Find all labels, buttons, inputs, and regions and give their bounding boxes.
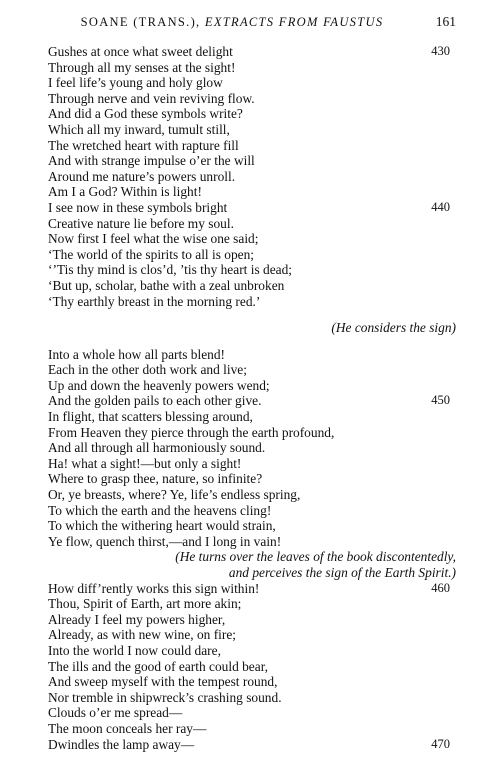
verse-line — [48, 200, 456, 216]
verse-line — [48, 518, 456, 534]
page-header — [48, 12, 456, 32]
verse-line — [48, 393, 456, 409]
verse-line — [48, 184, 456, 200]
verse-line — [48, 705, 456, 721]
verse-line — [48, 487, 456, 503]
verse-line-text: Ye flow, quench thirst,—and I long in vain! — [48, 533, 282, 549]
verse-line-text: In flight, that scatters blessing around, — [48, 409, 253, 425]
verse-line-text: Which all my inward, tumult still, — [48, 121, 230, 137]
verse-line — [48, 409, 456, 425]
verse-line — [48, 347, 456, 363]
verse-line — [48, 659, 456, 675]
stanza-2 — [48, 347, 456, 550]
verse-line — [48, 690, 456, 706]
verse-line — [48, 721, 456, 737]
running-head-author: SOANE (TRANS.), — [80, 15, 205, 29]
verse-line-text: How diff’rently works this sign within! — [48, 580, 260, 596]
verse-line-text: ‘But up, scholar, bathe with a zeal unbroken — [48, 277, 285, 293]
line-number: 450 — [431, 393, 450, 408]
verse-line-text: And all through all harmoniously sound. — [48, 440, 266, 456]
verse-line — [48, 169, 456, 185]
verse-line — [48, 278, 456, 294]
verse-line — [48, 471, 456, 487]
verse-line-text: ‘Thy earthly breast in the morning red.’ — [48, 293, 261, 309]
stage-direction-text: (He considers the sign) — [331, 320, 456, 336]
page-number: 161 — [435, 14, 456, 29]
verse-line-text: Into a whole how all parts blend! — [48, 346, 226, 362]
verse-line-text: The wretched heart with rapture fill — [48, 137, 239, 153]
running-head — [48, 12, 416, 32]
verse-line-text: Clouds o’er me spread— — [48, 705, 183, 721]
verse-line — [48, 534, 456, 550]
verse-line — [48, 60, 456, 76]
verse-line — [48, 44, 456, 60]
verse-line — [48, 247, 456, 263]
verse-line — [48, 262, 456, 278]
verse-line — [48, 122, 456, 138]
verse-line-text: Am I a God? Within is light! — [48, 184, 202, 200]
verse-line — [48, 138, 456, 154]
line-number: 430 — [431, 44, 450, 58]
verse-line — [48, 378, 456, 394]
stage-direction-earth-spirit — [48, 565, 456, 581]
verse-line — [48, 362, 456, 378]
verse-line — [48, 737, 456, 753]
verse-line-text: And sweep myself with the tempest round, — [48, 674, 278, 690]
line-number: 460 — [431, 580, 450, 595]
verse-line-text: Into the world I now could dare, — [48, 642, 221, 658]
verse-line-text: Already I feel my powers higher, — [48, 611, 226, 627]
verse-line-text: Each in the other doth work and live; — [48, 362, 247, 378]
verse-line-text: Or, ye breasts, where? Ye, life’s endless spring, — [48, 487, 301, 503]
verse-line — [48, 91, 456, 107]
verse-line — [48, 231, 456, 247]
verse-line — [48, 643, 456, 659]
verse-line-text: To which the withering heart would strain, — [48, 518, 276, 534]
verse-line-text: Ha! what a sight!—but only a sight! — [48, 455, 242, 471]
verse-line — [48, 216, 456, 232]
verse-line-text: Nor tremble in shipwreck’s crashing sound. — [48, 689, 282, 705]
stage-direction-turns-leaves — [48, 549, 456, 565]
line-number: 440 — [431, 199, 450, 214]
verse-line — [48, 456, 456, 472]
verse-line-text: Now first I feel what the wise one said; — [48, 231, 259, 247]
verse-line — [48, 75, 456, 91]
verse-line-text: Through nerve and vein reviving flow. — [48, 90, 255, 106]
verse-line-text: I feel life’s young and holy glow — [48, 75, 223, 91]
verse-line-text: I see now in these symbols bright — [48, 199, 228, 215]
verse-line-text: Already, as with new wine, on fire; — [48, 627, 237, 643]
verse-line — [48, 106, 456, 122]
verse-line-text: To which the earth and the heavens cling! — [48, 502, 272, 518]
verse-line — [48, 612, 456, 628]
verse-line-text: ‘The world of the spirits to all is open; — [48, 246, 255, 262]
verse-line-text: Creative nature lie before my soul. — [48, 215, 234, 231]
verse-line — [48, 294, 456, 310]
running-head-title: EXTRACTS FROM FAUSTUS — [204, 15, 384, 29]
stanza-3 — [48, 581, 456, 753]
verse-line — [48, 627, 456, 643]
verse-line-text: Around me nature’s powers unroll. — [48, 168, 236, 184]
verse-line-text: Gushes at once what sweet delight — [48, 44, 233, 59]
stage-direction-text: and perceives the sign of the Earth Spirit.) — [228, 565, 456, 580]
verse-line-text: Dwindles the lamp away— — [48, 736, 195, 752]
verse-line-text: The ills and the good of earth could bear, — [48, 658, 268, 674]
verse-line — [48, 440, 456, 456]
verse-line-text: Thou, Spirit of Earth, art more akin; — [48, 596, 242, 612]
verse-line — [48, 153, 456, 169]
verse-line — [48, 503, 456, 519]
verse-line-text: Where to grasp thee, nature, so infinite? — [48, 471, 263, 487]
verse-line — [48, 425, 456, 441]
verse-line — [48, 581, 456, 597]
verse-line-text: Through all my senses at the sight! — [48, 59, 236, 75]
verse-line-text: ‘’Tis thy mind is clos’d, ’tis thy heart is dead; — [48, 262, 292, 278]
stage-direction-considers — [48, 320, 456, 336]
verse-line-text: From Heaven they pierce through the earth profound, — [48, 424, 335, 440]
line-number: 470 — [431, 736, 450, 751]
verse-line-text: And the golden pails to each other give. — [48, 393, 262, 409]
verse-line-text: And with strange impulse o’er the will — [48, 153, 255, 169]
poem-text — [48, 40, 456, 752]
stanza-1 — [48, 44, 456, 309]
stage-direction-text: (He turns over the leaves of the book discontentedly, — [175, 549, 456, 565]
verse-line-text: And did a God these symbols write? — [48, 106, 243, 122]
verse-line-text: The moon conceals her ray— — [48, 720, 207, 736]
verse-line-text: Up and down the heavenly powers wend; — [48, 377, 270, 393]
verse-line — [48, 596, 456, 612]
verse-line — [48, 674, 456, 690]
